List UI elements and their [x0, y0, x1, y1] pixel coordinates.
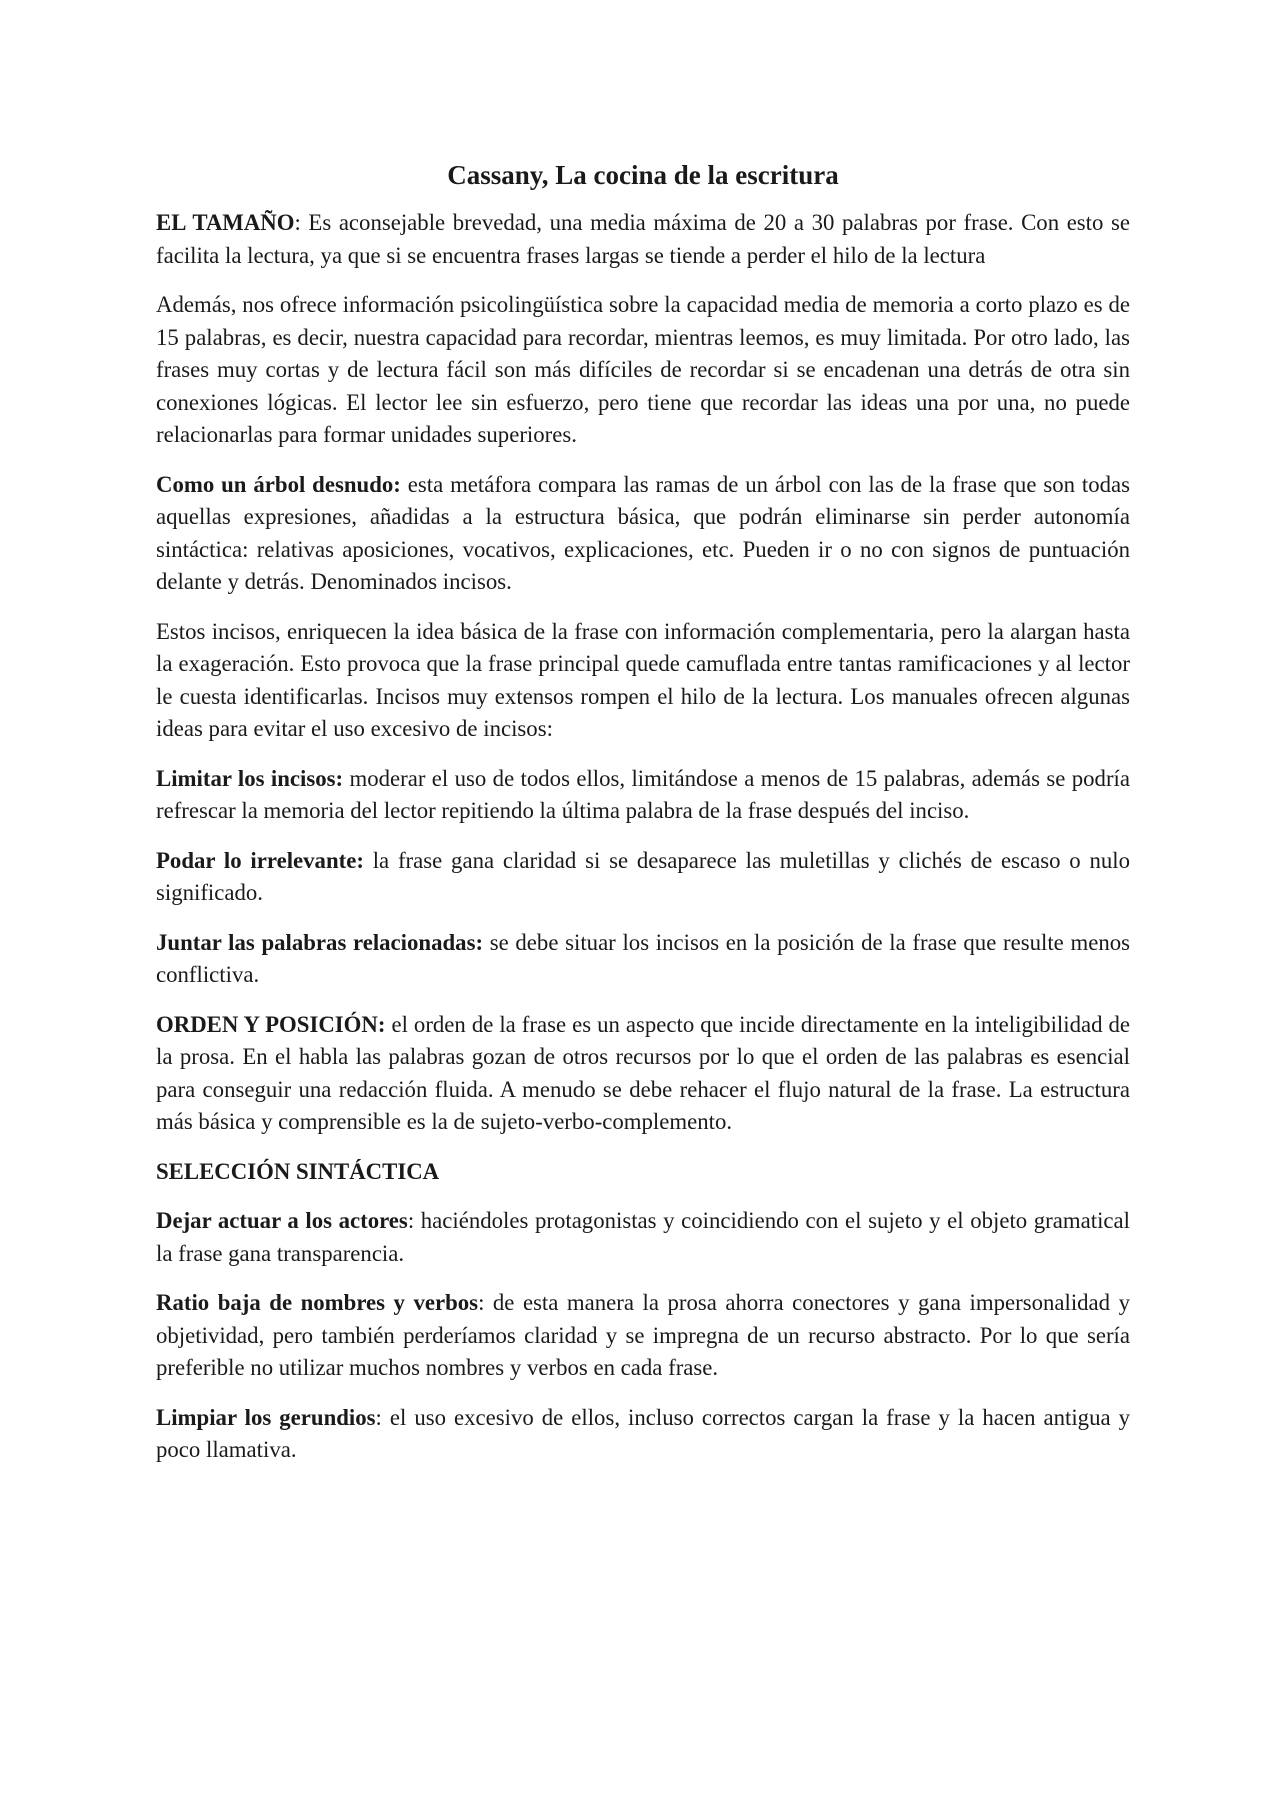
paragraph-incisos	[156, 616, 1130, 746]
paragraph-body: : el uso excesivo de ellos, incluso correctos cargan la frase y la hacen antigua y poco llamativa.	[156, 1404, 1130, 1463]
paragraph-ratio	[156, 1287, 1130, 1385]
paragraph-orden-posicion	[156, 1009, 1130, 1139]
paragraph-actores	[156, 1205, 1130, 1270]
paragraph-body: se debe situar los incisos en la posición de la frase que resulte menos conflictiva.	[156, 929, 1130, 988]
paragraph-lead: Limitar los incisos:	[156, 765, 344, 791]
paragraph-body: : haciéndoles protagonistas y coincidiendo con el sujeto y el objeto gramatical la frase gana transparencia.	[156, 1208, 1130, 1266]
paragraph-lead: Como un árbol desnudo:	[156, 471, 401, 497]
paragraph-body: Estos incisos, enriquecen la idea básica de la frase con información complementaria, pero la alargan hasta la exageración. Esto provoca que la frase principal quede camuflada entre tantas ramificaciones y al lector le cuesta identificarlas. Incisos muy extensos rompen el hilo de la lectura. Los manuales ofrecen algunas ideas para evitar el uso excesivo de incisos:	[156, 618, 1130, 742]
paragraph-body: la frase gana claridad si se desaparece las muletillas y clichés de escaso o nulo significado.	[156, 847, 1130, 906]
section-heading: SELECCIÓN SINTÁCTICA	[156, 1158, 440, 1184]
paragraph-lead: Juntar las palabras relacionadas:	[156, 929, 484, 955]
paragraph-body: : de esta manera la prosa ahorra conectores y gana impersonalidad y objetividad, pero también perderíamos claridad y se impregna de un recurso abstracto. Por lo que sería preferible no utilizar muchos nombres y verbos en cada frase.	[156, 1290, 1130, 1381]
paragraph-lead: Podar lo irrelevante:	[156, 847, 364, 873]
paragraph-podar	[156, 845, 1130, 910]
paragraph-gerundios	[156, 1402, 1130, 1467]
paragraph-arbol-desnudo	[156, 469, 1130, 599]
paragraph-body: el orden de la frase es un aspecto que incide directamente en la inteligibilidad de la prosa. En el habla las palabras gozan de otros recursos por lo que el orden de las palabras es esencial para conseguir una redacción fluida. A menudo se debe rehacer el flujo natural de la frase. La estructura más básica y comprensible es la de sujeto-verbo-complemento.	[156, 1011, 1131, 1135]
paragraph-tamano	[156, 207, 1130, 272]
paragraph-body: Además, nos ofrece información psicolingüística sobre la capacidad media de memoria a corto plazo es de 15 palabras, es decir, nuestra capacidad para recordar, mientras leemos, es muy limitada. Por otro lado, las frases muy cortas y de lectura fácil son más difíciles de recordar si se encadenan una detrás de otra sin conexiones lógicas. El lector lee sin esfuerzo, pero tiene que recordar las ideas una por una, no puede relacionarlas para formar unidades superiores.	[156, 292, 1130, 448]
paragraph-limitar-incisos	[156, 763, 1130, 828]
paragraph-body: moderar el uso de todos ellos, limitándose a menos de 15 palabras, además se podría refrescar la memoria del lector repitiendo la última palabra de la frase después del inciso.	[156, 765, 1130, 824]
document-title: Cassany, La cocina de la escritura	[447, 160, 839, 190]
paragraph-lead: Dejar actuar a los actores	[156, 1208, 408, 1234]
paragraph-body: esta metáfora compara las ramas de un árbol con las de la frase que son todas aquellas expresiones, añadidas a la estructura básica, que podrán eliminarse sin perder autonomía sintáctica: relativas aposiciones, vocativos, explicaciones, etc. Pueden ir o no con signos de puntuación delante y detrás. Denominados incisos.	[156, 471, 1130, 595]
paragraph-memoria	[156, 289, 1130, 452]
paragraph-lead: ORDEN Y POSICIÓN:	[156, 1011, 386, 1037]
paragraph-lead: Ratio baja de nombres y verbos	[156, 1290, 479, 1316]
paragraph-lead: EL TAMAÑO	[156, 210, 295, 236]
paragraph-body: : Es aconsejable brevedad, una media máxima de 20 a 30 palabras por frase. Con esto se facilita la lectura, ya que si se encuentra frases largas se tiende a perder el hilo de la lectura	[156, 210, 1130, 268]
document-page	[156, 150, 1130, 1484]
paragraph-juntar	[156, 927, 1130, 992]
paragraph-lead: Limpiar los gerundios	[156, 1404, 376, 1430]
